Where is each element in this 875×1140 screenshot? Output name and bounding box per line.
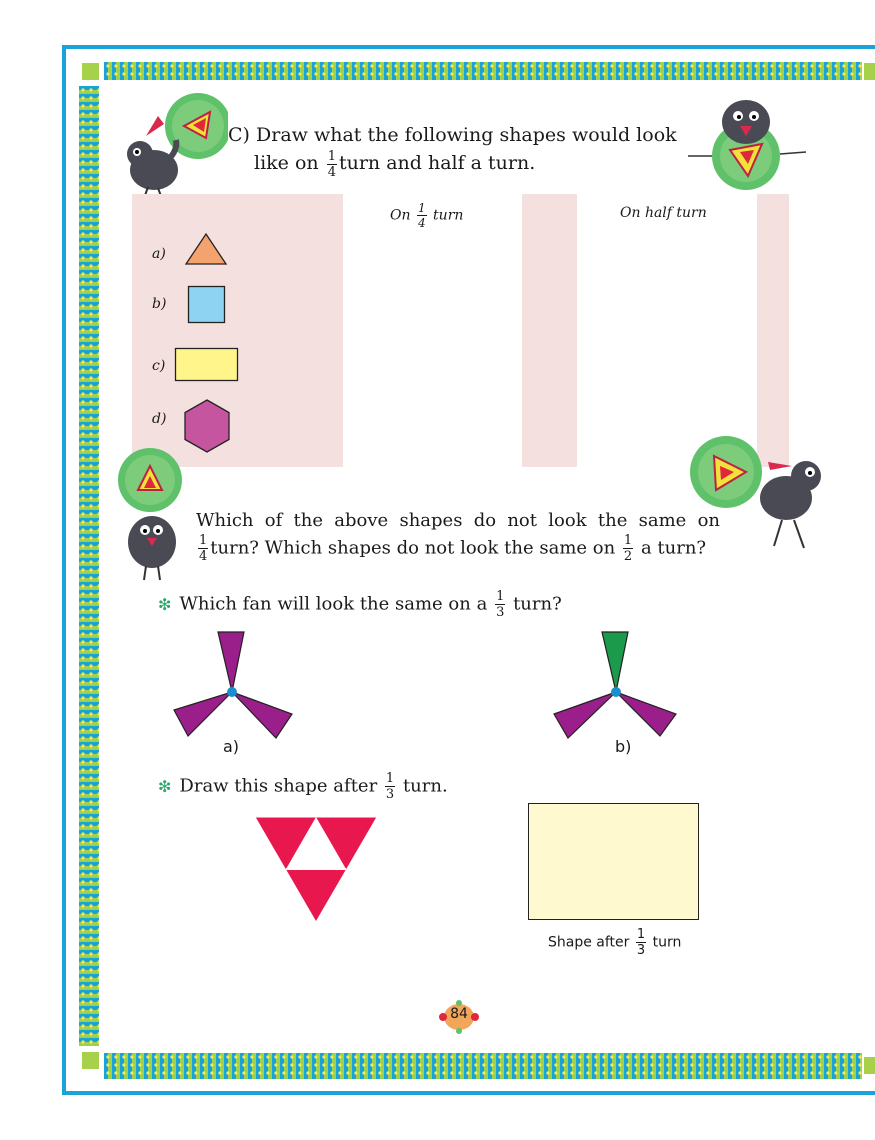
draw-question-text: Draw this shape after (179, 775, 378, 797)
question-which-text-end: a turn? (640, 537, 707, 559)
triangle-figure (252, 815, 380, 925)
shape-triangle (184, 232, 228, 266)
column-header-quarter-turn (390, 202, 500, 229)
fraction (198, 534, 208, 563)
fraction-denominator: 3 (496, 605, 505, 620)
question-which-text: turn? Which shapes do not look the same on (210, 537, 616, 559)
shapes-table (132, 194, 789, 467)
page-number: 84 (450, 1006, 468, 1022)
question-c (228, 121, 688, 179)
page-frame-top (62, 45, 875, 49)
fraction (417, 202, 427, 229)
fraction-denominator: 2 (623, 549, 633, 564)
corner-square (864, 63, 875, 80)
answer-box-caption (548, 928, 718, 957)
row-label-b: b) (152, 296, 167, 312)
fan-question (158, 590, 658, 619)
draw-question (158, 772, 558, 801)
fraction-numerator: 1 (199, 533, 208, 548)
fraction-denominator: 3 (636, 943, 646, 958)
col1-pre: On (390, 207, 411, 224)
page-frame-left (62, 45, 66, 1095)
fraction-numerator: 1 (636, 927, 646, 942)
fan-a[interactable] (166, 628, 298, 740)
caption-text: Shape after (548, 934, 630, 951)
row-label-d: d) (152, 411, 167, 427)
fraction (327, 150, 337, 179)
caption-text-end: turn (652, 934, 682, 951)
row-label-c: c) (152, 358, 166, 374)
fan-a-label: a) (223, 737, 240, 756)
fraction-denominator: 4 (199, 549, 208, 564)
fraction (623, 534, 633, 563)
corner-square (82, 1052, 99, 1069)
row-label-a: a) (152, 246, 166, 262)
fraction-denominator: 4 (417, 216, 426, 230)
question-line-2-pre: like on (254, 152, 319, 174)
answer-column-quarter-turn[interactable] (343, 194, 522, 467)
flower-bullet-icon: ❇ (158, 594, 172, 614)
question-line-1: Draw what the following shapes would look (256, 124, 677, 146)
fraction (385, 772, 395, 801)
answer-column-half-turn[interactable] (577, 194, 757, 467)
top-border-strip (104, 62, 862, 80)
fan-question-text: Which fan will look the same on a (179, 593, 488, 615)
fraction-numerator: 1 (417, 201, 426, 215)
question-line-2-post: turn and half a turn. (338, 152, 536, 174)
shape-square (187, 285, 227, 325)
question-which-line-2 (196, 534, 720, 563)
fan-b-label: b) (615, 737, 632, 756)
fraction-denominator: 3 (385, 787, 395, 802)
draw-question-text-end: turn. (402, 775, 448, 797)
fraction-numerator: 1 (327, 148, 336, 164)
fraction-numerator: 1 (623, 533, 633, 548)
bird-illustration-mid-left (116, 446, 196, 582)
fraction-numerator: 1 (385, 771, 395, 786)
fraction (495, 590, 505, 619)
flower-bullet-icon: ❇ (158, 776, 172, 796)
fan-b[interactable] (550, 628, 682, 740)
column-header-half-turn: On half turn (620, 205, 707, 221)
fraction (636, 928, 646, 957)
answer-drawing-box[interactable] (528, 803, 699, 920)
bird-illustration-top-left (118, 92, 228, 207)
question-letter: C) (228, 124, 250, 146)
corner-square (82, 63, 99, 80)
question-which-shapes (196, 508, 720, 563)
bottom-border-strip (104, 1053, 862, 1079)
left-border-strip (79, 86, 99, 1046)
fan-question-text-end: turn? (513, 593, 562, 615)
bird-illustration-top-right (688, 92, 808, 192)
question-which-line-1: Which of the above shapes do not look the same on (196, 510, 720, 531)
corner-square (864, 1057, 875, 1074)
fraction-numerator: 1 (496, 589, 505, 604)
fraction-denominator: 4 (327, 164, 336, 180)
shape-rectangle (174, 347, 240, 383)
page-frame-bottom (62, 1091, 875, 1095)
col1-post: turn (433, 207, 464, 224)
